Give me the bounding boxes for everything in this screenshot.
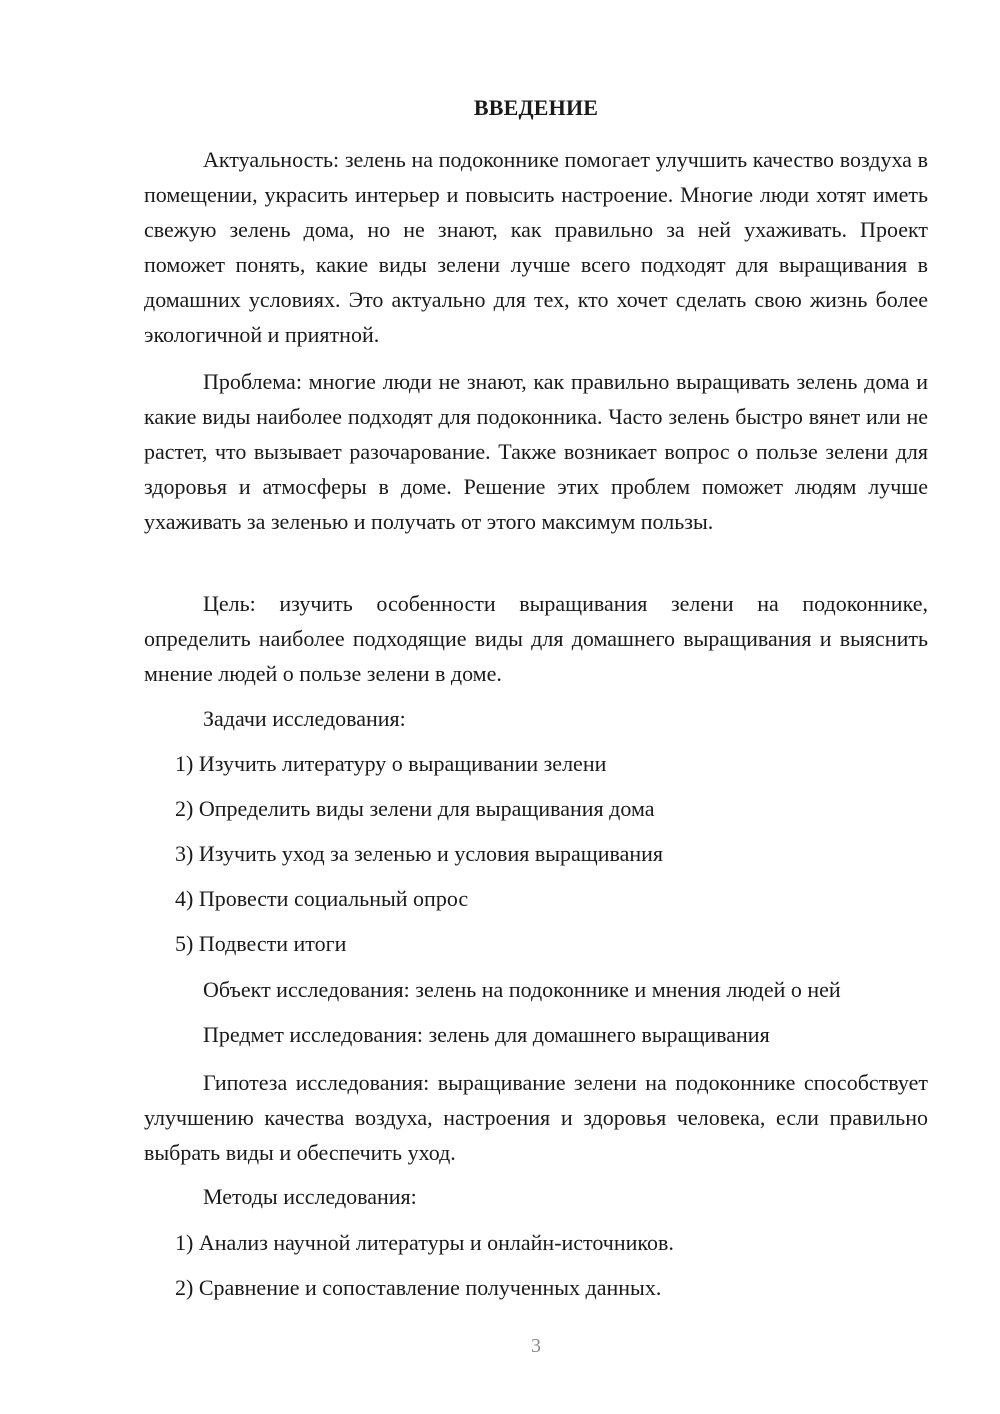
task-item-1: 1) Изучить литературу о выращивании зелени: [175, 751, 607, 776]
goal-paragraph: Цель: изучить особенности выращивания зелени на подоконнике, определить наиболее подходящие виды для домашнего выращивания и выяснить мнение людей о пользе зелени в доме.: [144, 591, 928, 686]
method-item-2: 2) Сравнение и сопоставление полученных данных.: [175, 1275, 662, 1300]
method-item-1: 1) Анализ научной литературы и онлайн-источников.: [175, 1230, 674, 1255]
task-item-3: 3) Изучить уход за зеленью и условия выращивания: [175, 841, 664, 866]
research-subject: Предмет исследования: зелень для домашнего выращивания: [203, 1022, 770, 1047]
page-number: 3: [531, 1335, 541, 1357]
hypothesis-paragraph: Гипотеза исследования: выращивание зелени на подоконнике способствует улучшению качества воздуха, настроения и здоровья человека, если правильно выбрать виды и обеспечить уход.: [144, 1070, 928, 1165]
task-item-4: 4) Провести социальный опрос: [175, 886, 469, 911]
problem-paragraph: Проблема: многие люди не знают, как правильно выращивать зелень дома и какие виды наиболее подходят для подоконника. Часто зелень быстро вянет или не растет, что вызывает разочарование. Также возникает вопрос о пользе зелени для здоровья и атмосферы в доме. Решение этих проблем поможет людям лучше ухаживать за зеленью и получать от этого максимум пользы.: [144, 369, 928, 534]
page-title: ВВЕДЕНИЕ: [473, 95, 599, 120]
task-item-2: 2) Определить виды зелени для выращивания дома: [175, 796, 655, 821]
relevance-paragraph: Актуальность: зелень на подоконнике помогает улучшить качество воздуха в помещении, украсить интерьер и повысить настроение. Многие люди хотят иметь свежую зелень дома, но не знают, как правильно за ней ухаживать. Проект поможет понять, какие виды зелени лучше всего подходят для выращивания в домашних условиях. Это актуально для тех, кто хочет сделать свою жизнь более экологичной и приятной.: [144, 147, 928, 347]
tasks-heading: Задачи исследования:: [203, 706, 406, 731]
task-item-5: 5) Подвести итоги: [175, 931, 347, 956]
methods-heading: Методы исследования:: [203, 1184, 417, 1209]
research-object: Объект исследования: зелень на подоконнике и мнения людей о ней: [203, 977, 841, 1002]
